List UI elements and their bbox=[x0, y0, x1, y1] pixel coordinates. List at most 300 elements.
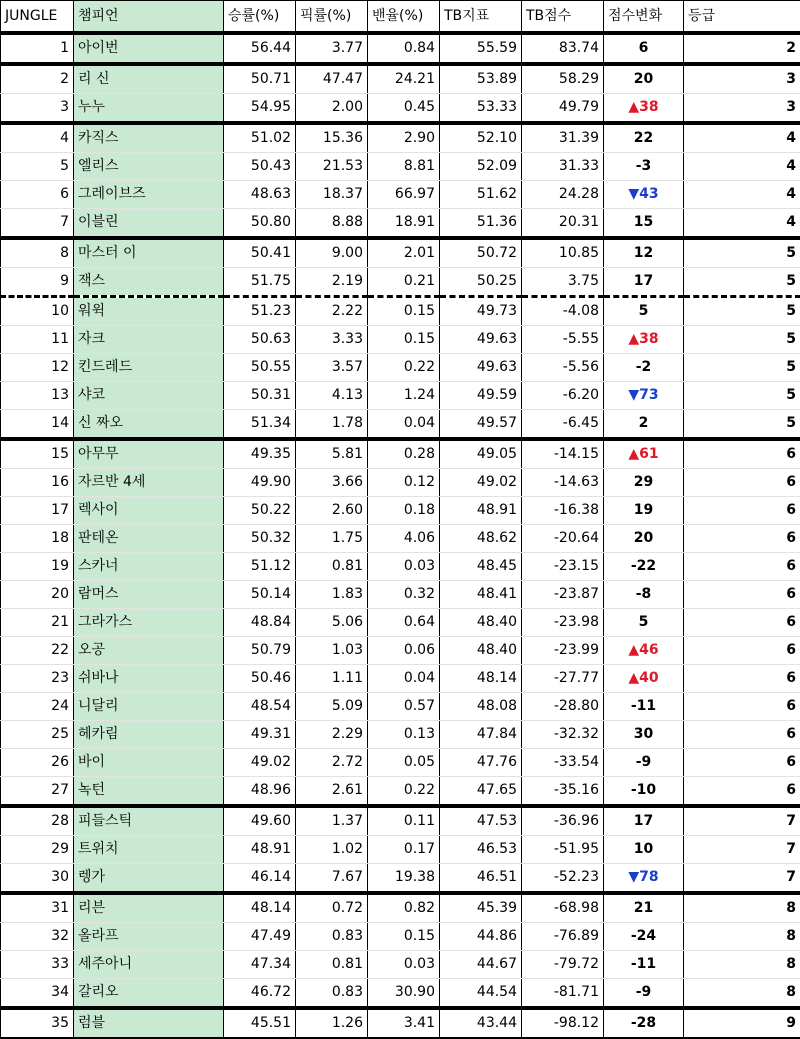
champion-name: 쉬바나 bbox=[74, 665, 224, 693]
score-change-value: 38 bbox=[639, 99, 658, 115]
tb-score-cell: 31.33 bbox=[522, 153, 604, 181]
score-change-value: -3 bbox=[636, 158, 652, 174]
champion-name: 그라가스 bbox=[74, 609, 224, 637]
tb-index-cell: 49.57 bbox=[440, 410, 522, 440]
score-change-cell bbox=[604, 33, 684, 64]
tb-index-cell: 48.08 bbox=[440, 693, 522, 721]
score-change-value: -11 bbox=[631, 698, 656, 714]
score-change-value: -9 bbox=[636, 754, 652, 770]
header-tb-score: TB점수 bbox=[522, 1, 604, 34]
champion-name: 올라프 bbox=[74, 923, 224, 951]
score-change-cell bbox=[604, 238, 684, 268]
score-change-value: 12 bbox=[634, 245, 653, 261]
score-change-value: 2 bbox=[639, 415, 649, 431]
champion-name: 렉사이 bbox=[74, 497, 224, 525]
champion-name: 아무무 bbox=[74, 439, 224, 469]
ban-rate-cell: 19.38 bbox=[368, 864, 440, 894]
rank-cell: 22 bbox=[1, 637, 74, 665]
rank-cell: 30 bbox=[1, 864, 74, 894]
score-change-cell bbox=[604, 326, 684, 354]
tb-index-cell: 46.51 bbox=[440, 864, 522, 894]
score-change-cell bbox=[604, 951, 684, 979]
table-row bbox=[1, 749, 800, 777]
score-change-value: 10 bbox=[634, 841, 653, 857]
rank-cell: 28 bbox=[1, 806, 74, 836]
score-change-value: 61 bbox=[639, 446, 658, 462]
score-change-cell bbox=[604, 749, 684, 777]
score-change-cell bbox=[604, 836, 684, 864]
win-rate-cell: 50.46 bbox=[224, 665, 296, 693]
triangle-down-icon: ▼ bbox=[628, 186, 639, 202]
score-change-cell bbox=[604, 94, 684, 124]
score-change-value: 30 bbox=[634, 726, 653, 742]
tb-index-cell: 48.45 bbox=[440, 553, 522, 581]
tb-score-cell: -5.55 bbox=[522, 326, 604, 354]
ban-rate-cell: 0.05 bbox=[368, 749, 440, 777]
score-change-cell bbox=[604, 382, 684, 410]
score-change-cell bbox=[604, 410, 684, 440]
score-change-cell bbox=[604, 581, 684, 609]
pick-rate-cell: 5.81 bbox=[296, 439, 368, 469]
win-rate-cell: 49.02 bbox=[224, 749, 296, 777]
win-rate-cell: 49.35 bbox=[224, 439, 296, 469]
score-change-cell bbox=[604, 777, 684, 807]
tier-cell: 8 bbox=[684, 951, 800, 979]
rank-cell: 11 bbox=[1, 326, 74, 354]
table-row bbox=[1, 297, 800, 326]
tb-index-cell: 44.67 bbox=[440, 951, 522, 979]
tb-score-cell: -51.95 bbox=[522, 836, 604, 864]
win-rate-cell: 50.14 bbox=[224, 581, 296, 609]
champion-name: 람머스 bbox=[74, 581, 224, 609]
ban-rate-cell: 0.03 bbox=[368, 951, 440, 979]
champion-name: 아이번 bbox=[74, 33, 224, 64]
tier-cell: 5 bbox=[684, 268, 800, 297]
tier-cell: 5 bbox=[684, 297, 800, 326]
triangle-up-icon: ▲ bbox=[628, 670, 639, 686]
win-rate-cell: 46.72 bbox=[224, 979, 296, 1009]
tb-score-cell: -23.98 bbox=[522, 609, 604, 637]
table-row bbox=[1, 439, 800, 469]
tb-score-cell: -23.87 bbox=[522, 581, 604, 609]
ban-rate-cell: 0.32 bbox=[368, 581, 440, 609]
score-change-cell bbox=[604, 637, 684, 665]
tb-index-cell: 52.09 bbox=[440, 153, 522, 181]
win-rate-cell: 54.95 bbox=[224, 94, 296, 124]
score-change-value: -9 bbox=[636, 984, 652, 1000]
tb-index-cell: 48.62 bbox=[440, 525, 522, 553]
tb-score-cell: -23.99 bbox=[522, 637, 604, 665]
tb-index-cell: 51.62 bbox=[440, 181, 522, 209]
ban-rate-cell: 0.15 bbox=[368, 326, 440, 354]
score-change-value: -28 bbox=[631, 1015, 656, 1031]
pick-rate-cell: 2.00 bbox=[296, 94, 368, 124]
tb-index-cell: 48.40 bbox=[440, 609, 522, 637]
tb-index-cell: 49.59 bbox=[440, 382, 522, 410]
tb-index-cell: 49.73 bbox=[440, 297, 522, 326]
score-change-value: -2 bbox=[636, 359, 652, 375]
header-position: JUNGLE bbox=[1, 1, 74, 34]
tb-score-cell: 3.75 bbox=[522, 268, 604, 297]
tb-index-cell: 47.65 bbox=[440, 777, 522, 807]
ban-rate-cell: 0.12 bbox=[368, 469, 440, 497]
ban-rate-cell: 18.91 bbox=[368, 209, 440, 239]
rank-cell: 14 bbox=[1, 410, 74, 440]
tier-cell: 6 bbox=[684, 721, 800, 749]
ban-rate-cell: 4.06 bbox=[368, 525, 440, 553]
pick-rate-cell: 0.81 bbox=[296, 553, 368, 581]
champion-name: 세주아니 bbox=[74, 951, 224, 979]
tb-score-cell: 49.79 bbox=[522, 94, 604, 124]
triangle-up-icon: ▲ bbox=[628, 99, 639, 115]
triangle-up-icon: ▲ bbox=[628, 446, 639, 462]
tb-score-cell: -76.89 bbox=[522, 923, 604, 951]
table-row bbox=[1, 153, 800, 181]
table-row bbox=[1, 410, 800, 440]
win-rate-cell: 51.12 bbox=[224, 553, 296, 581]
tier-cell: 6 bbox=[684, 777, 800, 807]
score-change-value: 21 bbox=[634, 900, 653, 916]
score-change-value: 43 bbox=[639, 186, 658, 202]
tier-cell: 6 bbox=[684, 553, 800, 581]
rank-cell: 10 bbox=[1, 297, 74, 326]
tier-cell: 4 bbox=[684, 181, 800, 209]
tb-score-cell: -20.64 bbox=[522, 525, 604, 553]
rank-cell: 8 bbox=[1, 238, 74, 268]
tb-score-cell: -14.15 bbox=[522, 439, 604, 469]
champion-name: 누누 bbox=[74, 94, 224, 124]
win-rate-cell: 46.14 bbox=[224, 864, 296, 894]
pick-rate-cell: 2.19 bbox=[296, 268, 368, 297]
win-rate-cell: 50.43 bbox=[224, 153, 296, 181]
rank-cell: 9 bbox=[1, 268, 74, 297]
ban-rate-cell: 0.21 bbox=[368, 268, 440, 297]
tier-cell: 5 bbox=[684, 382, 800, 410]
pick-rate-cell: 18.37 bbox=[296, 181, 368, 209]
pick-rate-cell: 7.67 bbox=[296, 864, 368, 894]
pick-rate-cell: 1.26 bbox=[296, 1008, 368, 1038]
score-change-value: 6 bbox=[639, 40, 649, 56]
ban-rate-cell: 0.18 bbox=[368, 497, 440, 525]
tier-cell: 5 bbox=[684, 326, 800, 354]
tb-index-cell: 50.72 bbox=[440, 238, 522, 268]
champion-name: 오공 bbox=[74, 637, 224, 665]
table-row bbox=[1, 326, 800, 354]
table-row bbox=[1, 923, 800, 951]
score-change-cell bbox=[604, 297, 684, 326]
header-pick-rate: 픽률(%) bbox=[296, 1, 368, 34]
ban-rate-cell: 0.04 bbox=[368, 665, 440, 693]
pick-rate-cell: 0.72 bbox=[296, 893, 368, 923]
tb-score-cell: 83.74 bbox=[522, 33, 604, 64]
ban-rate-cell: 0.28 bbox=[368, 439, 440, 469]
tb-score-cell: 24.28 bbox=[522, 181, 604, 209]
tier-cell: 3 bbox=[684, 94, 800, 124]
table-row bbox=[1, 581, 800, 609]
win-rate-cell: 48.63 bbox=[224, 181, 296, 209]
score-change-value: 15 bbox=[634, 214, 653, 230]
tier-cell: 6 bbox=[684, 693, 800, 721]
tb-index-cell: 48.14 bbox=[440, 665, 522, 693]
rank-cell: 27 bbox=[1, 777, 74, 807]
tier-cell: 2 bbox=[684, 33, 800, 64]
table-row bbox=[1, 469, 800, 497]
tier-cell: 4 bbox=[684, 123, 800, 153]
champion-name: 피들스틱 bbox=[74, 806, 224, 836]
ban-rate-cell: 0.06 bbox=[368, 637, 440, 665]
tb-score-cell: -81.71 bbox=[522, 979, 604, 1009]
champion-name: 워윅 bbox=[74, 297, 224, 326]
pick-rate-cell: 2.22 bbox=[296, 297, 368, 326]
triangle-down-icon: ▼ bbox=[628, 869, 639, 885]
tb-index-cell: 47.76 bbox=[440, 749, 522, 777]
pick-rate-cell: 1.78 bbox=[296, 410, 368, 440]
ban-rate-cell: 0.04 bbox=[368, 410, 440, 440]
win-rate-cell: 47.34 bbox=[224, 951, 296, 979]
table-row bbox=[1, 209, 800, 239]
tb-score-cell: -4.08 bbox=[522, 297, 604, 326]
score-change-value: 19 bbox=[634, 502, 653, 518]
score-change-cell bbox=[604, 354, 684, 382]
tier-cell: 4 bbox=[684, 153, 800, 181]
win-rate-cell: 51.02 bbox=[224, 123, 296, 153]
header-tier: 등급 bbox=[684, 1, 800, 34]
rank-cell: 25 bbox=[1, 721, 74, 749]
table-row bbox=[1, 609, 800, 637]
ban-rate-cell: 24.21 bbox=[368, 64, 440, 94]
tb-score-cell: -79.72 bbox=[522, 951, 604, 979]
score-change-cell bbox=[604, 609, 684, 637]
tb-score-cell: -33.54 bbox=[522, 749, 604, 777]
win-rate-cell: 50.22 bbox=[224, 497, 296, 525]
pick-rate-cell: 3.57 bbox=[296, 354, 368, 382]
table-row bbox=[1, 951, 800, 979]
table-row bbox=[1, 637, 800, 665]
tb-score-cell: -32.32 bbox=[522, 721, 604, 749]
table-row bbox=[1, 806, 800, 836]
score-change-value: -8 bbox=[636, 586, 652, 602]
ban-rate-cell: 3.41 bbox=[368, 1008, 440, 1038]
champion-name: 바이 bbox=[74, 749, 224, 777]
win-rate-cell: 50.71 bbox=[224, 64, 296, 94]
pick-rate-cell: 1.03 bbox=[296, 637, 368, 665]
score-change-cell bbox=[604, 893, 684, 923]
tb-score-cell: -6.20 bbox=[522, 382, 604, 410]
tier-cell: 8 bbox=[684, 979, 800, 1009]
rank-cell: 12 bbox=[1, 354, 74, 382]
score-change-value: 38 bbox=[639, 331, 658, 347]
header-ban-rate: 밴율(%) bbox=[368, 1, 440, 34]
tb-index-cell: 51.36 bbox=[440, 209, 522, 239]
win-rate-cell: 50.31 bbox=[224, 382, 296, 410]
champion-name: 신 짜오 bbox=[74, 410, 224, 440]
pick-rate-cell: 1.37 bbox=[296, 806, 368, 836]
score-change-cell bbox=[604, 979, 684, 1009]
score-change-cell bbox=[604, 123, 684, 153]
win-rate-cell: 56.44 bbox=[224, 33, 296, 64]
tb-index-cell: 43.44 bbox=[440, 1008, 522, 1038]
tier-cell: 8 bbox=[684, 893, 800, 923]
pick-rate-cell: 0.83 bbox=[296, 923, 368, 951]
tier-cell: 4 bbox=[684, 209, 800, 239]
tb-index-cell: 49.63 bbox=[440, 326, 522, 354]
pick-rate-cell: 1.02 bbox=[296, 836, 368, 864]
table-row bbox=[1, 181, 800, 209]
pick-rate-cell: 2.60 bbox=[296, 497, 368, 525]
ban-rate-cell: 0.11 bbox=[368, 806, 440, 836]
tb-score-cell: -14.63 bbox=[522, 469, 604, 497]
tier-cell: 6 bbox=[684, 525, 800, 553]
pick-rate-cell: 3.33 bbox=[296, 326, 368, 354]
champion-name: 마스터 이 bbox=[74, 238, 224, 268]
champion-name: 샤코 bbox=[74, 382, 224, 410]
score-change-value: 17 bbox=[634, 813, 653, 829]
score-change-value: 73 bbox=[639, 387, 658, 403]
rank-cell: 21 bbox=[1, 609, 74, 637]
tb-score-cell: -36.96 bbox=[522, 806, 604, 836]
tb-index-cell: 44.86 bbox=[440, 923, 522, 951]
pick-rate-cell: 9.00 bbox=[296, 238, 368, 268]
tb-index-cell: 53.33 bbox=[440, 94, 522, 124]
triangle-down-icon: ▼ bbox=[628, 387, 639, 403]
tier-cell: 6 bbox=[684, 497, 800, 525]
score-change-cell bbox=[604, 181, 684, 209]
ban-rate-cell: 2.90 bbox=[368, 123, 440, 153]
win-rate-cell: 48.14 bbox=[224, 893, 296, 923]
tb-index-cell: 48.41 bbox=[440, 581, 522, 609]
pick-rate-cell: 1.75 bbox=[296, 525, 368, 553]
pick-rate-cell: 15.36 bbox=[296, 123, 368, 153]
rank-cell: 5 bbox=[1, 153, 74, 181]
win-rate-cell: 48.91 bbox=[224, 836, 296, 864]
rank-cell: 7 bbox=[1, 209, 74, 239]
pick-rate-cell: 0.83 bbox=[296, 979, 368, 1009]
champion-name: 트위치 bbox=[74, 836, 224, 864]
tb-index-cell: 47.84 bbox=[440, 721, 522, 749]
table-row bbox=[1, 893, 800, 923]
header-row bbox=[1, 1, 800, 34]
table-row bbox=[1, 497, 800, 525]
win-rate-cell: 45.51 bbox=[224, 1008, 296, 1038]
tier-cell: 7 bbox=[684, 806, 800, 836]
champion-name: 엘리스 bbox=[74, 153, 224, 181]
ban-rate-cell: 0.17 bbox=[368, 836, 440, 864]
tier-cell: 6 bbox=[684, 637, 800, 665]
triangle-up-icon: ▲ bbox=[628, 331, 639, 347]
win-rate-cell: 48.84 bbox=[224, 609, 296, 637]
win-rate-cell: 50.80 bbox=[224, 209, 296, 239]
tb-index-cell: 55.59 bbox=[440, 33, 522, 64]
pick-rate-cell: 0.81 bbox=[296, 951, 368, 979]
win-rate-cell: 50.55 bbox=[224, 354, 296, 382]
tier-cell: 6 bbox=[684, 749, 800, 777]
tier-cell: 9 bbox=[684, 1008, 800, 1038]
score-change-value: 29 bbox=[634, 474, 653, 490]
rank-cell: 15 bbox=[1, 439, 74, 469]
score-change-cell bbox=[604, 268, 684, 297]
tier-cell: 6 bbox=[684, 581, 800, 609]
rank-cell: 20 bbox=[1, 581, 74, 609]
rank-cell: 16 bbox=[1, 469, 74, 497]
win-rate-cell: 49.90 bbox=[224, 469, 296, 497]
table-row bbox=[1, 525, 800, 553]
score-change-cell bbox=[604, 665, 684, 693]
table-row bbox=[1, 721, 800, 749]
table-row bbox=[1, 268, 800, 297]
rank-cell: 35 bbox=[1, 1008, 74, 1038]
tier-cell: 5 bbox=[684, 238, 800, 268]
ban-rate-cell: 0.13 bbox=[368, 721, 440, 749]
rank-cell: 1 bbox=[1, 33, 74, 64]
table-row bbox=[1, 553, 800, 581]
ban-rate-cell: 0.15 bbox=[368, 923, 440, 951]
champion-name: 스카너 bbox=[74, 553, 224, 581]
pick-rate-cell: 8.88 bbox=[296, 209, 368, 239]
score-change-cell bbox=[604, 553, 684, 581]
rank-cell: 6 bbox=[1, 181, 74, 209]
table-row bbox=[1, 777, 800, 807]
ban-rate-cell: 0.45 bbox=[368, 94, 440, 124]
champion-name: 판테온 bbox=[74, 525, 224, 553]
ban-rate-cell: 1.24 bbox=[368, 382, 440, 410]
tb-score-cell: 20.31 bbox=[522, 209, 604, 239]
tb-index-cell: 46.53 bbox=[440, 836, 522, 864]
header-win-rate: 승률(%) bbox=[224, 1, 296, 34]
pick-rate-cell: 5.09 bbox=[296, 693, 368, 721]
score-change-value: 20 bbox=[634, 530, 653, 546]
champion-name: 자르반 4세 bbox=[74, 469, 224, 497]
header-score-change: 점수변화 bbox=[604, 1, 684, 34]
tb-index-cell: 50.25 bbox=[440, 268, 522, 297]
pick-rate-cell: 3.77 bbox=[296, 33, 368, 64]
pick-rate-cell: 2.61 bbox=[296, 777, 368, 807]
rank-cell: 18 bbox=[1, 525, 74, 553]
ban-rate-cell: 0.15 bbox=[368, 297, 440, 326]
score-change-cell bbox=[604, 864, 684, 894]
score-change-value: -10 bbox=[631, 782, 656, 798]
table-row bbox=[1, 123, 800, 153]
rank-cell: 34 bbox=[1, 979, 74, 1009]
win-rate-cell: 50.32 bbox=[224, 525, 296, 553]
tb-score-cell: -16.38 bbox=[522, 497, 604, 525]
rank-cell: 32 bbox=[1, 923, 74, 951]
rank-cell: 4 bbox=[1, 123, 74, 153]
tier-cell: 5 bbox=[684, 410, 800, 440]
rank-cell: 31 bbox=[1, 893, 74, 923]
tier-cell: 6 bbox=[684, 609, 800, 637]
champion-name: 리븐 bbox=[74, 893, 224, 923]
pick-rate-cell: 1.83 bbox=[296, 581, 368, 609]
champion-name: 헤카림 bbox=[74, 721, 224, 749]
score-change-cell bbox=[604, 497, 684, 525]
ban-rate-cell: 0.64 bbox=[368, 609, 440, 637]
tier-cell: 5 bbox=[684, 354, 800, 382]
score-change-cell bbox=[604, 806, 684, 836]
table-row bbox=[1, 979, 800, 1009]
pick-rate-cell: 1.11 bbox=[296, 665, 368, 693]
score-change-cell bbox=[604, 209, 684, 239]
rank-cell: 2 bbox=[1, 64, 74, 94]
tb-index-cell: 48.40 bbox=[440, 637, 522, 665]
win-rate-cell: 50.63 bbox=[224, 326, 296, 354]
tb-index-cell: 44.54 bbox=[440, 979, 522, 1009]
score-change-value: 5 bbox=[639, 303, 649, 319]
table-row bbox=[1, 382, 800, 410]
tier-cell: 8 bbox=[684, 923, 800, 951]
score-change-cell bbox=[604, 721, 684, 749]
tier-cell: 3 bbox=[684, 64, 800, 94]
tb-index-cell: 49.63 bbox=[440, 354, 522, 382]
